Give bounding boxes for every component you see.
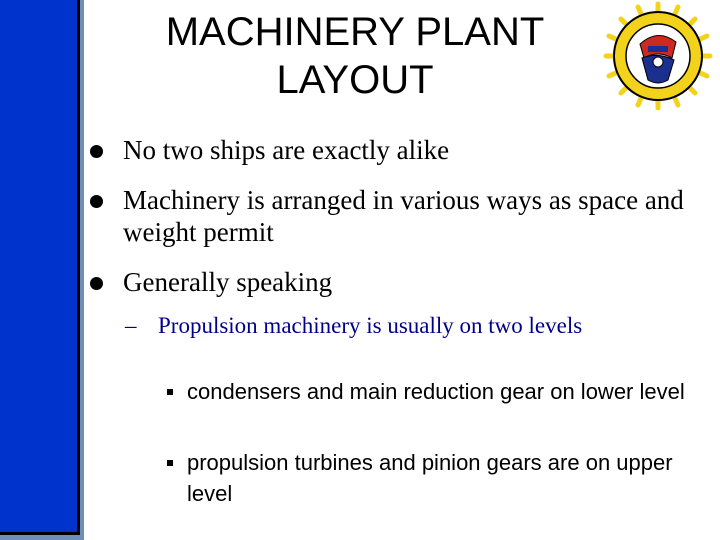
title-line-1: MACHINERY PLANT <box>165 10 545 54</box>
bullet-item <box>90 266 332 298</box>
bullet-item <box>90 184 690 248</box>
navy-seal-icon <box>602 0 714 112</box>
sub-bullet-item <box>125 312 638 340</box>
bullet-dot-icon <box>90 195 103 208</box>
bullet-dot-icon <box>90 145 103 158</box>
title-line-2: LAYOUT <box>276 58 434 102</box>
slide-title <box>150 8 560 104</box>
bullet-text: Generally speaking <box>123 267 333 297</box>
sub-bullet-dash: – <box>125 313 137 338</box>
bullet-dot-icon <box>90 277 103 290</box>
bullet-text: Machinery is arranged in various ways as space and weight permit <box>123 185 684 247</box>
square-bullet-icon <box>167 460 173 466</box>
sub-sub-bullet-text: condensers and main reduction gear on lower level <box>187 379 685 404</box>
bullet-item <box>90 134 449 166</box>
sub-bullet-text: Propulsion machinery is usually on two levels <box>158 313 583 338</box>
bullet-text: No two ships are exactly alike <box>123 135 450 165</box>
left-accent-bar <box>0 0 80 535</box>
sub-sub-bullet-item <box>160 376 687 407</box>
sub-sub-bullet-item <box>160 447 687 509</box>
square-bullet-icon <box>167 389 173 395</box>
sub-sub-bullet-text: propulsion turbines and pinion gears are on upper level <box>187 450 673 506</box>
